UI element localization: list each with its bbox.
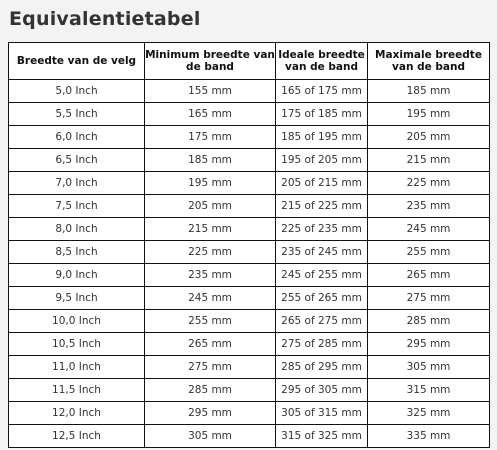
min-tire-width-cell: 185 mm — [145, 149, 276, 172]
ideal-tire-width-cell: 295 of 305 mm — [276, 379, 368, 402]
rim-width-cell: 5,5 Inch — [9, 103, 145, 126]
ideal-tire-width-cell: 175 of 185 mm — [276, 103, 368, 126]
min-tire-width-cell: 155 mm — [145, 80, 276, 103]
min-tire-width-cell: 245 mm — [145, 287, 276, 310]
table-row — [9, 80, 490, 103]
min-tire-width-cell: 175 mm — [145, 126, 276, 149]
table-row — [9, 126, 490, 149]
table-row — [9, 425, 490, 448]
rim-width-cell: 6,0 Inch — [9, 126, 145, 149]
ideal-tire-width-cell: 215 of 225 mm — [276, 195, 368, 218]
max-tire-width-cell: 255 mm — [368, 241, 490, 264]
table-row — [9, 149, 490, 172]
min-tire-width-cell: 275 mm — [145, 356, 276, 379]
max-tire-width-cell: 275 mm — [368, 287, 490, 310]
min-tire-width-cell: 235 mm — [145, 264, 276, 287]
ideal-tire-width-cell: 185 of 195 mm — [276, 126, 368, 149]
table-row — [9, 287, 490, 310]
column-header-rim-width: Breedte van de velg — [9, 43, 145, 80]
ideal-tire-width-cell: 245 of 255 mm — [276, 264, 368, 287]
ideal-tire-width-cell: 225 of 235 mm — [276, 218, 368, 241]
max-tire-width-cell: 335 mm — [368, 425, 490, 448]
ideal-tire-width-cell: 205 of 215 mm — [276, 172, 368, 195]
max-tire-width-cell: 225 mm — [368, 172, 490, 195]
rim-width-cell: 8,0 Inch — [9, 218, 145, 241]
page-title: Equivalentietabel — [9, 8, 201, 30]
ideal-tire-width-cell: 275 of 285 mm — [276, 333, 368, 356]
column-header-ideal-tire-width: Ideale breedte van de band — [276, 43, 368, 80]
ideal-tire-width-cell: 265 of 275 mm — [276, 310, 368, 333]
min-tire-width-cell: 255 mm — [145, 310, 276, 333]
ideal-tire-width-cell: 285 of 295 mm — [276, 356, 368, 379]
table-row — [9, 379, 490, 402]
min-tire-width-cell: 295 mm — [145, 402, 276, 425]
max-tire-width-cell: 185 mm — [368, 80, 490, 103]
max-tire-width-cell: 235 mm — [368, 195, 490, 218]
ideal-tire-width-cell: 255 of 265 mm — [276, 287, 368, 310]
table-row — [9, 264, 490, 287]
column-header-max-tire-width: Maximale breedte van de band — [368, 43, 490, 80]
table-row — [9, 356, 490, 379]
rim-width-cell: 12,5 Inch — [9, 425, 145, 448]
rim-width-cell: 11,0 Inch — [9, 356, 145, 379]
max-tire-width-cell: 285 mm — [368, 310, 490, 333]
min-tire-width-cell: 205 mm — [145, 195, 276, 218]
table-row — [9, 310, 490, 333]
min-tire-width-cell: 165 mm — [145, 103, 276, 126]
rim-width-cell: 10,0 Inch — [9, 310, 145, 333]
max-tire-width-cell: 215 mm — [368, 149, 490, 172]
min-tire-width-cell: 195 mm — [145, 172, 276, 195]
rim-width-cell: 12,0 Inch — [9, 402, 145, 425]
min-tire-width-cell: 265 mm — [145, 333, 276, 356]
rim-width-cell: 11,5 Inch — [9, 379, 145, 402]
max-tire-width-cell: 195 mm — [368, 103, 490, 126]
ideal-tire-width-cell: 305 of 315 mm — [276, 402, 368, 425]
rim-width-cell: 9,0 Inch — [9, 264, 145, 287]
min-tire-width-cell: 215 mm — [145, 218, 276, 241]
max-tire-width-cell: 295 mm — [368, 333, 490, 356]
min-tire-width-cell: 305 mm — [145, 425, 276, 448]
max-tire-width-cell: 315 mm — [368, 379, 490, 402]
rim-width-cell: 9,5 Inch — [9, 287, 145, 310]
table-body — [9, 80, 490, 448]
equivalence-table — [8, 42, 490, 448]
max-tire-width-cell: 245 mm — [368, 218, 490, 241]
max-tire-width-cell: 265 mm — [368, 264, 490, 287]
table-row — [9, 241, 490, 264]
ideal-tire-width-cell: 235 of 245 mm — [276, 241, 368, 264]
max-tire-width-cell: 305 mm — [368, 356, 490, 379]
max-tire-width-cell: 205 mm — [368, 126, 490, 149]
ideal-tire-width-cell: 195 of 205 mm — [276, 149, 368, 172]
rim-width-cell: 6,5 Inch — [9, 149, 145, 172]
rim-width-cell: 7,0 Inch — [9, 172, 145, 195]
table-row — [9, 218, 490, 241]
column-header-min-tire-width: Minimum breedte van de band — [145, 43, 276, 80]
min-tire-width-cell: 225 mm — [145, 241, 276, 264]
max-tire-width-cell: 325 mm — [368, 402, 490, 425]
table-row — [9, 195, 490, 218]
rim-width-cell: 5,0 Inch — [9, 80, 145, 103]
table-row — [9, 402, 490, 425]
min-tire-width-cell: 285 mm — [145, 379, 276, 402]
ideal-tire-width-cell: 165 of 175 mm — [276, 80, 368, 103]
rim-width-cell: 8,5 Inch — [9, 241, 145, 264]
rim-width-cell: 10,5 Inch — [9, 333, 145, 356]
rim-width-cell: 7,5 Inch — [9, 195, 145, 218]
table-row — [9, 172, 490, 195]
table-row — [9, 333, 490, 356]
table-row — [9, 103, 490, 126]
table-header-row — [9, 43, 490, 80]
ideal-tire-width-cell: 315 of 325 mm — [276, 425, 368, 448]
